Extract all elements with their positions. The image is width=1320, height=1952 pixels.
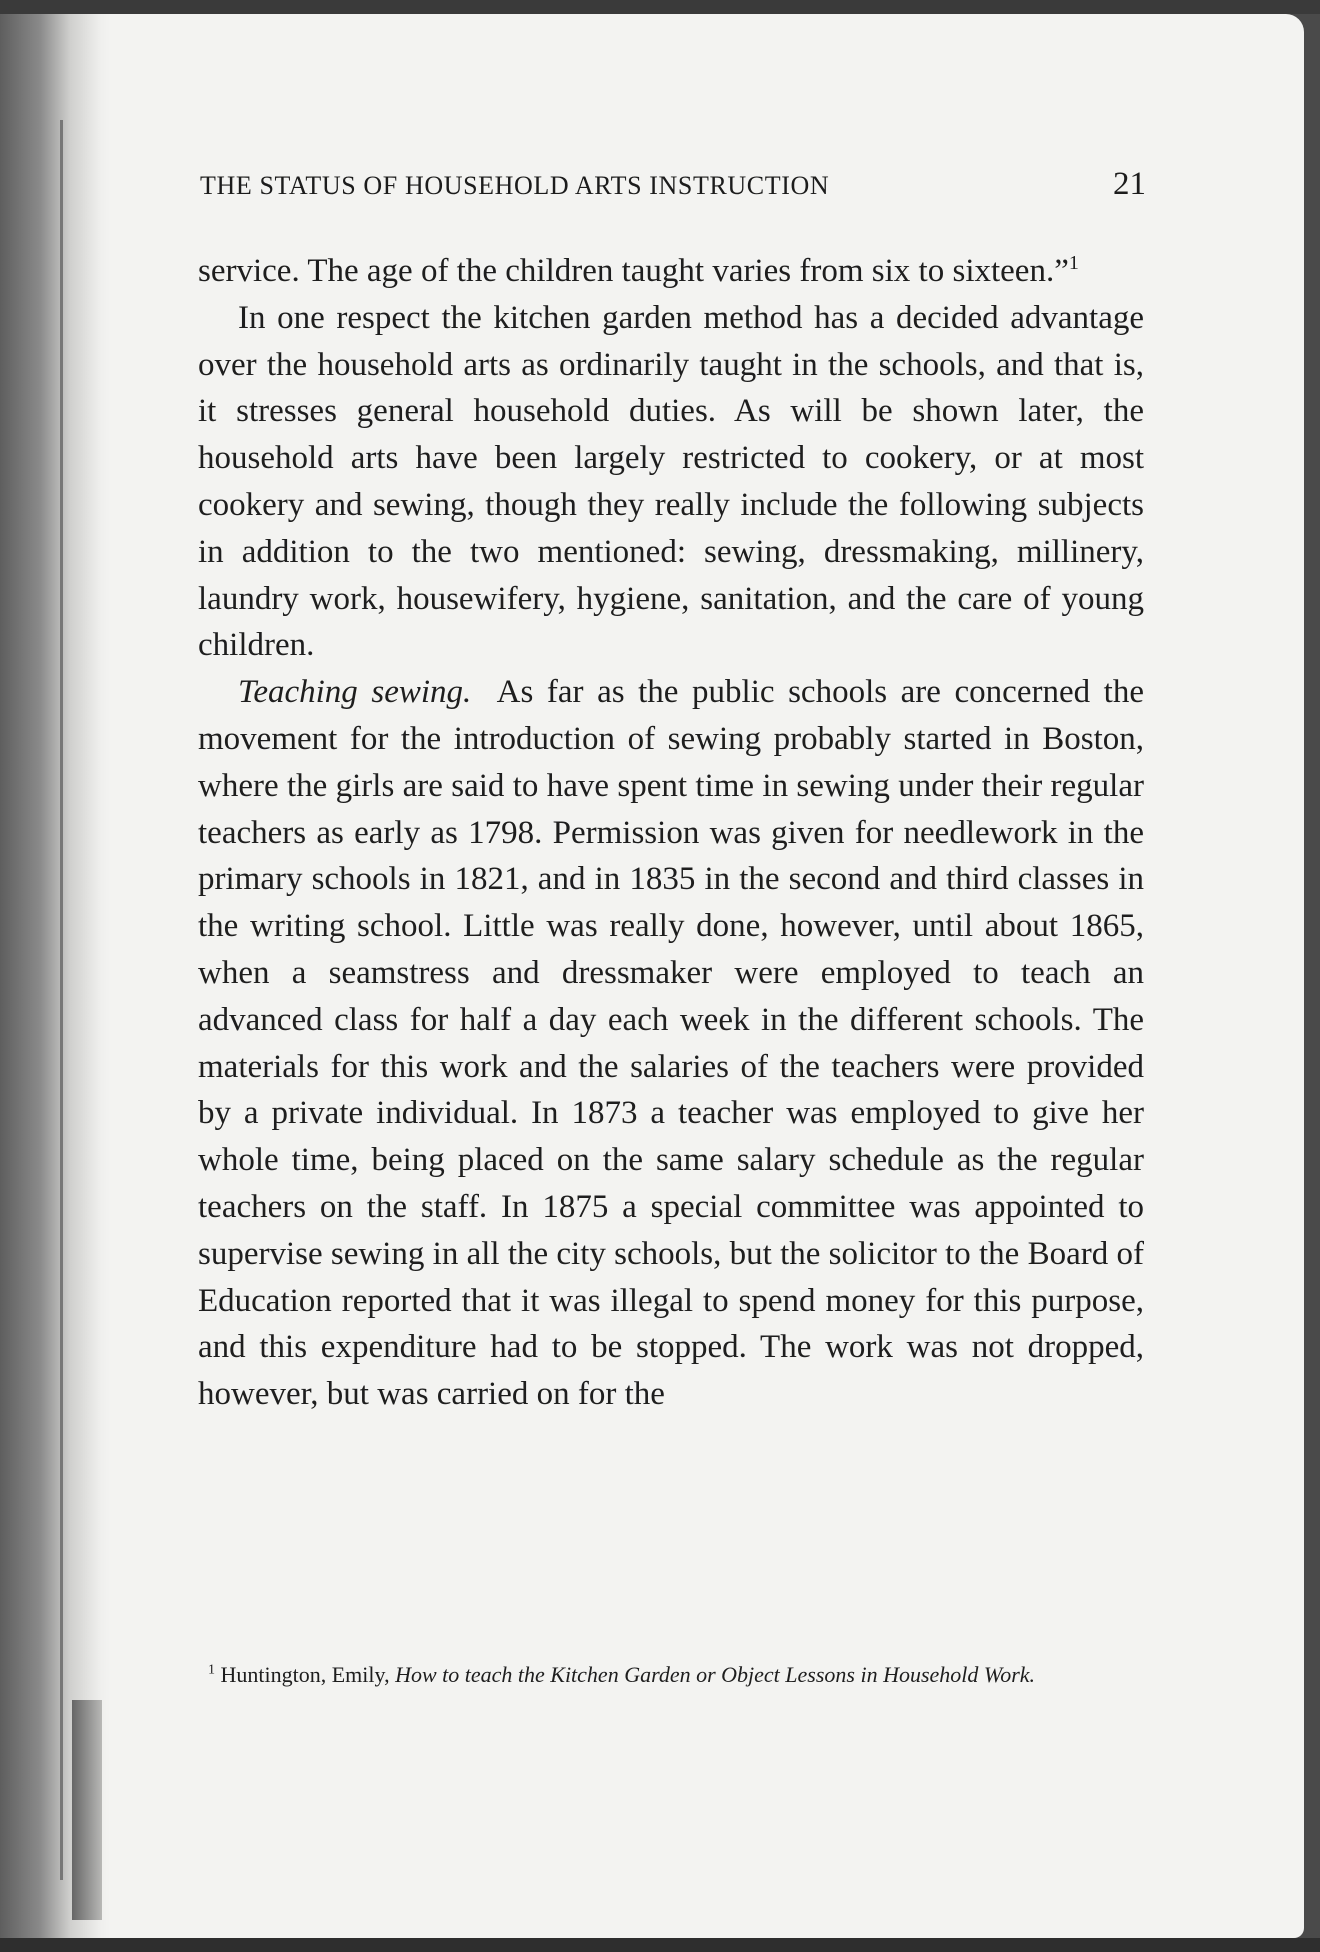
scan-bottom-edge	[0, 1938, 1320, 1952]
footnote-work-title: How to teach the Kitchen Garden or Object Lessons in Household Work.	[395, 1662, 1036, 1687]
scan-top-edge	[0, 0, 1320, 14]
spine-crease	[60, 120, 63, 1880]
paragraph-1-text: service. The age of the children taught varies from six to sixteen.”	[198, 253, 1069, 289]
spine-dark-patch	[72, 1700, 102, 1920]
paragraph-kitchen-garden: In one respect the kitchen garden method has a decided advantage over the household arts as ordinarily taught in the schools, and that is, it stresses general household duties. As will be shown later, the household arts have been largely restricted to cookery, or at most cookery and sewing, though they really include the following subjects in addition to the two mentioned: sewing, dressmaking, millinery, laundry work, housewifery, hygiene, sanitation, and the care of young children.	[198, 299, 1144, 664]
body-text	[198, 248, 1144, 1418]
running-header-title: THE STATUS OF HOUSEHOLD ARTS INSTRUCTION	[200, 171, 830, 200]
book-spine-shadow	[0, 14, 110, 1938]
running-header	[200, 166, 1146, 203]
section-heading-teaching-sewing: Teaching sewing.	[238, 674, 472, 711]
footnote-reference: 1	[1068, 252, 1079, 274]
footnote-author: Huntington, Emily,	[220, 1662, 390, 1687]
paragraph-continuation	[198, 248, 1144, 295]
page-number: 21	[1113, 166, 1146, 202]
footnote-mark: 1	[208, 1662, 215, 1678]
paragraph-teaching-sewing	[198, 669, 1144, 1418]
footnote	[196, 1660, 1142, 1690]
paragraph-3-text: As far as the public schools are concerned the movement for the introduction of sewing probably started in Boston, where the girls are said to have spent time in sewing under their regular teachers as early as 1798. Permission was given for needlework in the primary schools in 1821, and in 1835 in the second and third classes in the writing school. Little was really done, however, until about 1865, when a seamstress and dressmaker were employed to teach an advanced class for half a day each week in the different schools. The materials for this work and the salaries of the teachers were provided by a private individual. In 1873 a teacher was employed to give her whole time, being placed on the same salary schedule as the regular teachers on the staff. In 1875 a special committee was appointed to supervise sewing in all the city schools, but the solicitor to the Board of Education reported that it was illegal to spend money for this purpose, and this expenditure had to be stopped. The work was not dropped, however, but was carried on for the	[198, 674, 1144, 1413]
